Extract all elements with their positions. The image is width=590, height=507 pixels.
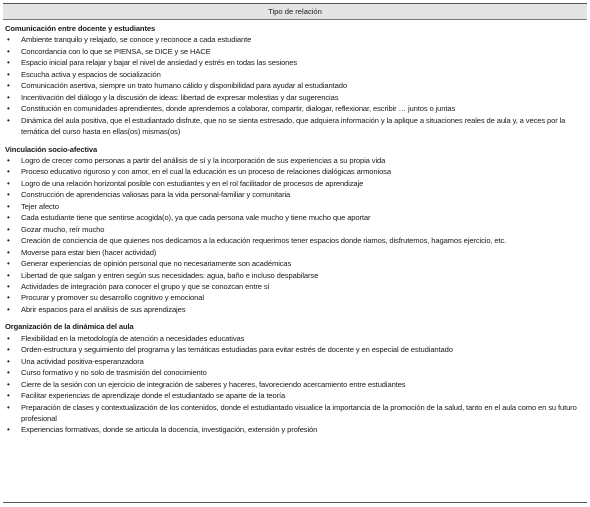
list-item-text: Abrir espacios para el análisis de sus aprendizajes [21, 304, 186, 314]
bullet-icon: • [7, 425, 10, 435]
list-item-text: Escucha activa y espacios de socialización [21, 69, 161, 79]
bullet-icon: • [7, 345, 10, 355]
list-item [5, 304, 587, 315]
list-item [5, 390, 587, 401]
list-item-text: Ambiente tranquilo y relajado, se conoce y reconoce a cada estudiante [21, 35, 252, 45]
bullet-icon: • [7, 58, 10, 68]
bullet-icon: • [7, 368, 10, 378]
list-item-text: Flexibilidad en la metodología de atención a necesidades educativas [21, 333, 245, 343]
list-item-text: Comunicación asertiva, siempre un trato humano cálido y disponibilidad para ayudar al estudiantado [21, 81, 347, 91]
bullet-icon: • [7, 379, 10, 389]
bullet-icon: • [7, 259, 10, 269]
list-item-text: Actividades de integración para conocer el grupo y que se conozcan entre sí [21, 281, 270, 291]
bullet-icon: • [7, 224, 10, 234]
list-item [5, 166, 587, 177]
bullet-icon: • [7, 356, 10, 366]
list-item [5, 379, 587, 390]
section-list [5, 333, 587, 436]
list-item [5, 258, 587, 269]
list-item-text: Gozar mucho, reír mucho [21, 224, 105, 234]
list-item [5, 333, 587, 344]
bullet-icon: • [7, 201, 10, 211]
list-item-text: Construcción de aprendencias valiosas para la vida personal-familiar y comunitaria [21, 190, 291, 200]
bullet-icon: • [7, 391, 10, 401]
list-item-text: Procurar y promover su desarrollo cognitivo y emocional [21, 293, 204, 303]
list-item [5, 235, 587, 246]
bullet-icon: • [7, 167, 10, 177]
list-item-text: Cada estudiante tiene que sentirse acogida(o), ya que cada persona vale mucho y tiene mucho que aportar [21, 213, 371, 223]
list-item [5, 212, 587, 223]
bullet-icon: • [7, 281, 10, 291]
list-item [5, 80, 587, 91]
list-item [5, 189, 587, 200]
list-item-text: Incentivación del diálogo y la discusión de ideas: libertad de expresar molestias y dar sugerencias [21, 92, 339, 102]
section-title: Comunicación entre docente y estudiantes [5, 24, 156, 33]
list-item [5, 367, 587, 378]
list-item [5, 281, 587, 292]
list-item-text: Generar experiencias de opinión personal que no necesariamente son académicas [21, 259, 292, 269]
list-item [5, 344, 587, 355]
bullet-icon: • [7, 213, 10, 223]
section-list [5, 34, 587, 137]
list-item [5, 402, 587, 425]
bullet-icon: • [7, 402, 10, 412]
list-item-text: Libertad de que salgan y entren según sus necesidades: agua, baño e incluso despabilarse [21, 270, 319, 280]
list-item [5, 247, 587, 258]
list-item [5, 34, 587, 45]
bullet-icon: • [7, 46, 10, 56]
list-item-text: Tejer afecto [21, 201, 59, 211]
list-item-text: Constitución en comunidades aprendientes, donde aprendemos a colaborar, compartir, dialogar, reflexionar, escribir … juntos o juntas [21, 104, 456, 114]
list-item [5, 356, 587, 367]
list-item [5, 103, 587, 114]
list-item-text: Espacio inicial para relajar y bajar el nivel de ansiedad y estrés en todas las sesiones [21, 58, 298, 68]
list-item-text: Preparación de clases y contextualización de los contenidos, donde el estudiantado visualice la importancia de la promoción de la salud, tanto en el aula como en su futuro profesional [21, 402, 577, 423]
list-item-text: Moverse para estar bien (hacer actividad) [21, 247, 157, 257]
bullet-icon: • [7, 236, 10, 246]
list-item [5, 270, 587, 281]
bullet-icon: • [7, 304, 10, 314]
bullet-icon: • [7, 81, 10, 91]
list-item-text: Cierre de la sesión con un ejercicio de integración de saberes y haceres, favoreciendo acercamiento entre estudiantes [21, 379, 406, 389]
list-item [5, 178, 587, 189]
bullet-icon: • [7, 35, 10, 45]
bullet-icon: • [7, 69, 10, 79]
list-item-text: Creación de conciencia de que quienes nos dedicamos a la educación requerimos tener espacios donde riamos, disfrutemos, hagamos ejercicio, etc. [21, 236, 507, 246]
list-item-text: Logro de una relación horizontal posible con estudiantes y en el rol facilitador de procesos de aprendizaje [21, 178, 364, 188]
section-title: Vinculación socio-afectiva [5, 144, 98, 154]
list-item-text: Proceso educativo riguroso y con amor, en el cual la educación es un proceso de relaciones dialógicas armoniosa [21, 167, 391, 177]
relations-table [3, 3, 587, 503]
bullet-icon: • [7, 155, 10, 165]
list-item-text: Una actividad positiva-esperanzadora [21, 356, 144, 366]
bullet-icon: • [7, 178, 10, 188]
bullet-icon: • [7, 333, 10, 343]
bullet-icon: • [7, 247, 10, 257]
list-item [5, 69, 587, 80]
list-item [5, 155, 587, 166]
list-item-text: Experiencias formativas, donde se articula la docencia, investigación, extensión y profesión [21, 425, 318, 435]
list-item [5, 224, 587, 235]
list-item [5, 92, 587, 103]
list-item [5, 115, 587, 138]
list-item-text: Concordancia con lo que se PIENSA, se DICE y se HACE [21, 46, 211, 56]
bullet-icon: • [7, 293, 10, 303]
section-list [5, 155, 587, 315]
bullet-icon: • [7, 115, 10, 125]
list-item [5, 57, 587, 68]
list-item-text: Facilitar experiencias de aprendizaje donde el estudiantado se aparte de la teoría [21, 391, 286, 401]
list-item-text: Curso formativo y no solo de trasmisión del conocimiento [21, 368, 207, 378]
list-item [5, 201, 587, 212]
bullet-icon: • [7, 92, 10, 102]
table-body [3, 20, 587, 436]
bullet-icon: • [7, 104, 10, 114]
list-item-text: Dinámica del aula positiva, que el estudiantado disfrute, que no se sienta estresado, que adquiera información y la aplique a situaciones reales de aula y, a veces por la temática del curso hasta en ellas(os) mismas(os) [21, 115, 566, 137]
table-header: Tipo de relación [3, 4, 587, 20]
bullet-icon: • [7, 190, 10, 200]
list-item [5, 424, 587, 435]
list-item [5, 46, 587, 57]
list-item [5, 292, 587, 303]
list-item-text: Orden-estructura y seguimiento del programa y las temáticas estudiadas para evitar estrés de docente y en especial de estudiantado [21, 345, 453, 355]
section-title: Organización de la dinámica del aula [5, 322, 134, 332]
bullet-icon: • [7, 270, 10, 280]
list-item-text: Logro de crecer como personas a partir del análisis de sí y la incorporación de sus experiencias a su propia vida [21, 155, 386, 165]
